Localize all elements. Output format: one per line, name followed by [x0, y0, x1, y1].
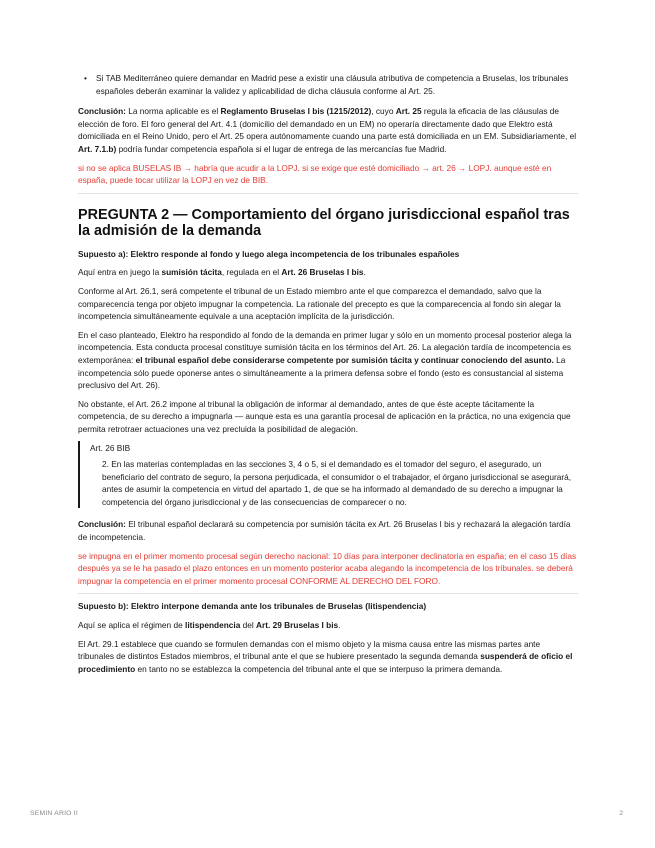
paragraph: [78, 266, 578, 279]
bold-run: litispendencia: [185, 620, 241, 630]
subsection-heading: Supuesto a): Elektro responde al fondo y luego alega incompetencia de los tribunales españoles: [78, 248, 460, 259]
bold-run: Reglamento Bruselas I bis (1215/2012): [220, 106, 372, 117]
page-number: 2: [619, 810, 623, 817]
text-run: regula la eficacia de las cláusulas de elección de foro. El foro general del Art. 4.1 (domicilio del demandado en un EM) no operaría directamente dado que Elektro está domiciliada en el Reino Unido, pero el Art. 25 opera autónomamente cuando una parte está domiciliada en un EM. Subsidiariamente, el: [78, 106, 577, 142]
paragraph: No obstante, el Art. 26.2 impone al tribunal la obligación de informar al demandado, antes de que éste acepte tácitamente la competencia, de su derecho a impugnarla — aunque esta es una garantía procesal de aplicación en la práctica, no una exigencia que permita retrotraer actuaciones una vez precluida la posibilidad de alegación.: [78, 398, 571, 434]
bold-run: Art. 26 Bruselas I bis: [281, 267, 364, 278]
text-run: en tanto no se establezca la competencia del tribunal ante el que se interpuso la primera demanda.: [135, 663, 503, 674]
section-heading: PREGUNTA 2 — Comportamiento del órgano jurisdiccional español tras la admisión de la demanda: [78, 206, 570, 240]
document-body: [78, 72, 578, 681]
bold-run: Art. 29 Bruselas I bis: [256, 620, 339, 630]
blockquote: [78, 441, 578, 508]
text-run: La norma aplicable es el: [125, 106, 221, 117]
paragraph: [78, 638, 578, 676]
conclusion-paragraph: [78, 105, 578, 155]
quote-title: Art. 26 BIB: [90, 443, 131, 454]
text-run: El tribunal español declarará su competencia por sumisión tácita ex Art. 26 Bruselas I bis y rechazará la alegación tardía de incompetencia.: [78, 519, 571, 543]
annotation-note: se impugna en el primer momento procesal según derecho nacional: 10 días para interponer declinatoria en españa; en el caso 15 días después ya se le ha pasado el plazo entonces en un momento posterior acaba alegando la incompetencia de los tribunales. se deberá impugnar la competencia en el primer momento procesal CONFORME AL DERECHO DEL FORO.: [78, 550, 577, 586]
text-run: El Art. 29.1 establece que cuando se formulen demandas con el mismo objeto y la misma causa entre las mismas partes ante tribunales de distintos Estados miembros, el tribunal ante el que se hubiere presentado la segunda demanda: [78, 638, 541, 662]
text-run: , regulada en el: [221, 267, 282, 278]
bold-run: el tribunal español debe considerarse competente por sumisión tácita y continuar conociendo del asunto.: [135, 354, 554, 365]
text-run: En el caso planteado, Elektro ha respondido al fondo de la demanda en primer lugar y sólo en un momento procesal posterior alega la incompetencia. Esta conducta procesal constituye sumisión tácita en los términos del Art. 26. La alegación tardía de incompetencia es extemporánea:: [78, 329, 572, 365]
conclusion-label: Conclusión:: [78, 519, 126, 530]
bullet-dot: •: [84, 73, 87, 83]
text-run: La incompetencia sólo puede oponerse antes o simultáneamente a la primera defensa sobre el fondo (esto es consustancial al sistema preclusivo del Art. 26).: [78, 354, 566, 391]
text-run: .: [363, 267, 366, 278]
text-run: Aquí se aplica el régimen de: [78, 620, 186, 630]
bold-run: Art. 25: [395, 106, 422, 117]
text-run: podría fundar competencia española si el lugar de entrega de las mercancías fue Madrid.: [116, 143, 447, 154]
bullet-text: Si TAB Mediterráneo quiere demandar en Madrid pese a existir una cláusula atributiva de competencia a Bruselas, los tribunales españoles deberán examinar la validez y aplicabilidad de dicha cláusula conforme al Art. 25.: [96, 73, 569, 96]
conclusion-paragraph: [78, 518, 578, 543]
divider: [78, 593, 578, 594]
subsection-heading: Supuesto b): Elektro interpone demanda ante los tribunales de Bruselas (litispendencia): [78, 601, 427, 612]
divider: [78, 193, 578, 194]
quote-body: 2. En las materias contempladas en las secciones 3, 4 o 5, si el demandado es el tomador del seguro, el asegurado, un beneficiario del contrato de seguro, la persona perjudicada, el consumidor o el trabajador, el órgano jurisdiccional se asegurará, antes de asumir la competencia en virtud del apartado 1, de que se ha informado al demandado de su derecho a impugnar la competencia del órgano jurisdiccional y de las consecuencias de comparecer o no.: [102, 459, 572, 507]
bold-run: Art. 7.1.b): [78, 143, 117, 154]
bullet-item: [84, 72, 578, 97]
annotation-note: si no se aplica BUSELAS IB → habría que acudir a la LOPJ. si se exige que esté domiciliado → art. 26 → LOPJ. aunque esté en españa, puede tocar utilizar la LOPJ en vez de BIB.: [78, 162, 552, 186]
text-run: .: [338, 620, 341, 630]
text-run: , cuyo: [371, 106, 396, 117]
paragraph: [78, 619, 578, 632]
footer-label: SEMIN ARIO II: [30, 810, 78, 817]
text-run: Aquí entra en juego la: [78, 267, 162, 278]
text-run: del: [240, 620, 257, 630]
bold-run: sumisión tácita: [161, 267, 222, 278]
bold-run: suspenderá de oficio el procedimiento: [78, 651, 573, 674]
paragraph: [78, 329, 578, 392]
conclusion-label: Conclusión:: [78, 106, 126, 117]
paragraph: Conforme al Art. 26.1, será competente el tribunal de un Estado miembro ante el que comparezca el demandado, salvo que la comparecencia tenga por objeto impugnar la competencia. La rationale del precepto es que la comparecencia al fondo sin alegar la incompetencia simultáneamente equivale a una aceptación implícita de la jurisdicción.: [78, 285, 561, 322]
